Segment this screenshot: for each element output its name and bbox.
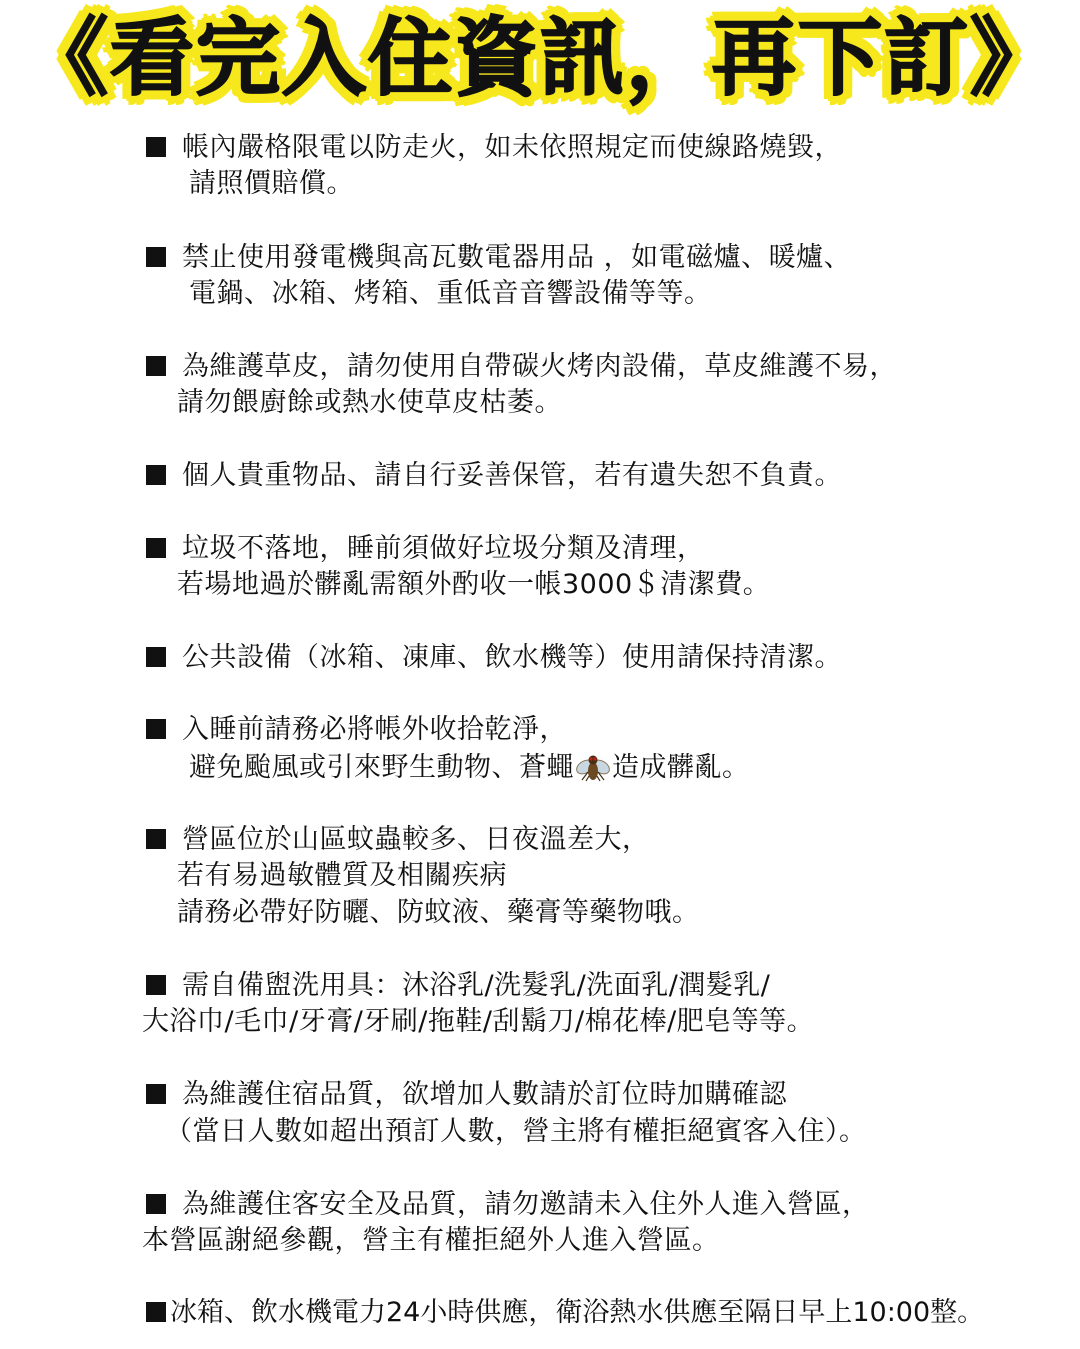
bullet-square-icon (146, 538, 166, 558)
rule-8-line-3: 請務必帶好防曬、防蚊液、藥膏等藥物哦。 (177, 897, 700, 928)
bullet-square-icon (146, 356, 166, 376)
fly-icon (576, 752, 610, 782)
rule-7-line-1: 入睡前請務必將帳外收拾乾淨， (146, 712, 567, 748)
rule-8-line-2: 若有易過敏體質及相關疾病 (177, 860, 507, 891)
bullet-square-icon (146, 975, 166, 995)
rule-2-line-1: 禁止使用發電機與高瓦數電器用品 ，如電磁爐、暖爐、 (146, 240, 851, 276)
rule-11-line-1: 為維護住客安全及品質，請勿邀請未入住外人進入營區， (146, 1187, 870, 1223)
bullet-square-icon (146, 719, 166, 739)
rule-5-line-2: 若場地過於髒亂需額外酌收一帳3000＄清潔費。 (177, 569, 771, 600)
bullet-square-icon (146, 465, 166, 485)
rule-3-line-2: 請勿餵廚餘或熱水使草皮枯萎。 (177, 387, 562, 418)
bullet-square-icon (146, 829, 166, 849)
bullet-square-icon (146, 1194, 166, 1214)
rule-3-line-1: 為維護草皮，請勿使用自帶碳火烤肉設備，草皮維護不易， (146, 349, 897, 385)
bullet-square-icon (146, 1084, 166, 1104)
rule-5-line-1: 垃圾不落地，睡前須做好垃圾分類及清理， (146, 531, 705, 567)
rule-2-line-2: 電鍋、冰箱、烤箱、重低音音響設備等等。 (189, 278, 712, 309)
bullet-square-icon (146, 137, 166, 157)
bullet-square-icon (146, 647, 166, 667)
rule-4-line-1: 個人貴重物品、請自行妥善保管，若有遺失恕不負責。 (146, 458, 842, 494)
rule-12-line-1: 冰箱、飲水機電力24小時供應，衛浴熱水供應至隔日早上10:00整。 (146, 1295, 984, 1331)
rule-7-line-2: 避免颱風或引來野生動物、蒼蠅 造成髒亂。 (189, 752, 750, 783)
rule-1-line-1: 帳內嚴格限電以防走火，如未依照規定而使線路燒毀， (146, 130, 842, 166)
rule-10-line-2: （當日人數如超出預訂人數，營主將有權拒絕賓客入住）。 (165, 1116, 867, 1147)
rule-1-line-2: 請照價賠償。 (189, 168, 354, 199)
rule-8-line-1: 營區位於山區蚊蟲較多、日夜溫差大， (146, 822, 650, 858)
bullet-square-icon (146, 1302, 166, 1322)
rule-9-line-2: 大浴巾/毛巾/牙膏/牙刷/拖鞋/刮鬍刀/棉花棒/肥皂等等。 (142, 1006, 815, 1037)
rule-10-line-1: 為維護住宿品質，欲增加人數請於訂位時加購確認 (146, 1077, 787, 1113)
rule-6-line-1: 公共設備（冰箱、凍庫、飲水機等）使用請保持清潔。 (146, 640, 842, 676)
rule-9-line-1: 需自備盥洗用具：沐浴乳/洗髮乳/洗面乳/潤髮乳/ (146, 968, 770, 1004)
bullet-square-icon (146, 247, 166, 267)
page-title: 《看完入住資訊，再下訂》 (23, 9, 1056, 107)
rule-11-line-2: 本營區謝絕參觀，營主有權拒絕外人進入營區。 (142, 1225, 720, 1256)
